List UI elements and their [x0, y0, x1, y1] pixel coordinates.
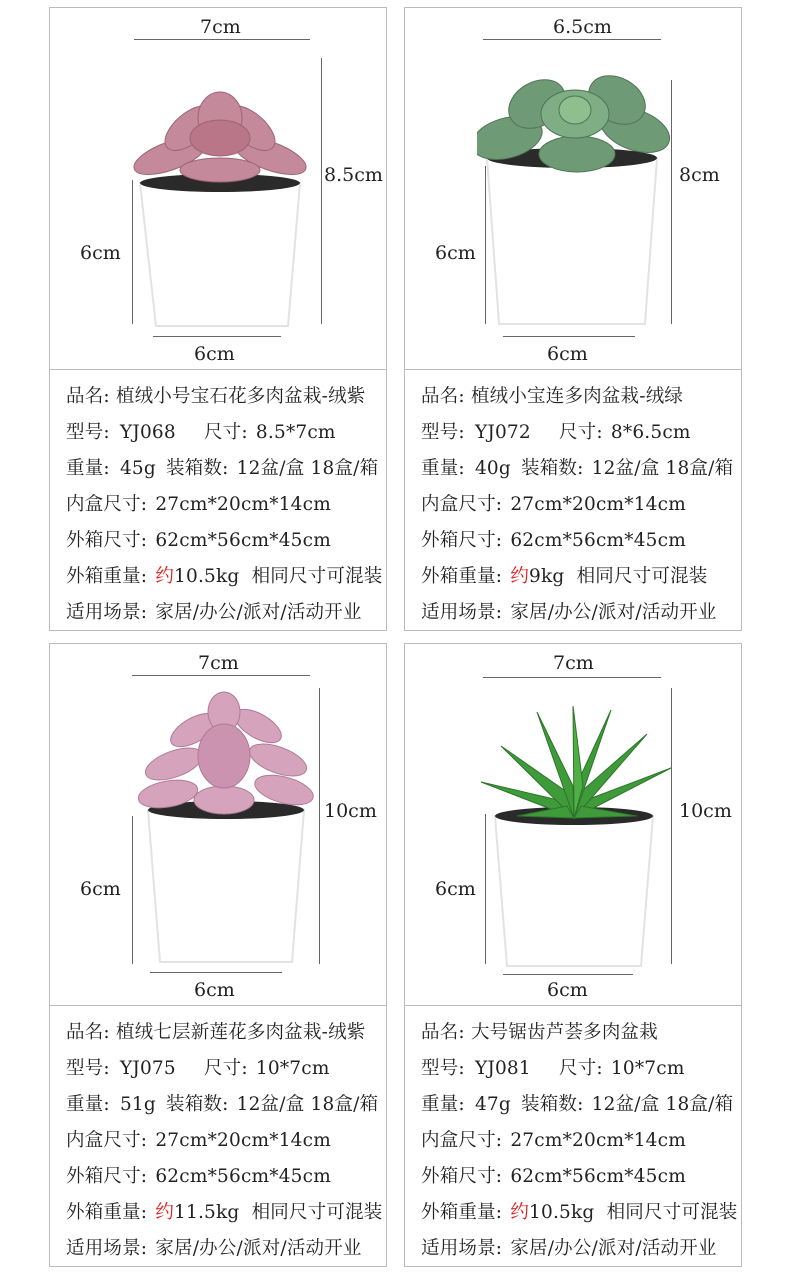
row-scene	[66, 1234, 362, 1260]
product-info	[404, 1005, 742, 1267]
weight-label: 重量:	[66, 1094, 110, 1115]
model-label: 型号:	[66, 422, 110, 443]
pack-value: 12盆/盒 18盒/箱	[236, 1094, 379, 1115]
row-outer-box	[421, 526, 686, 552]
row-scene	[421, 1234, 717, 1260]
product-name: 植绒七层新莲花多肉盆栽-绒紫	[115, 1022, 366, 1043]
approx-marker: 约	[510, 566, 530, 587]
pack-value: 12盆/盒 18盒/箱	[236, 458, 379, 479]
mix-note: 相同尺寸可混装	[251, 1202, 383, 1223]
inner-label: 内盒尺寸:	[421, 494, 503, 515]
succulent-pot-image	[130, 88, 320, 328]
product-name: 植绒小号宝石花多肉盆栽-绒紫	[115, 386, 366, 407]
pack-label: 装箱数:	[166, 458, 229, 479]
outer-label: 外箱尺寸:	[421, 1166, 503, 1187]
scene-label: 适用场景:	[66, 602, 148, 623]
name-label: 品名:	[66, 386, 110, 407]
size-value: 8.5*7cm	[255, 422, 336, 443]
bottom-width-line	[153, 336, 281, 337]
model-label: 型号:	[421, 1058, 465, 1079]
row-model	[66, 418, 336, 444]
weight-value: 40g	[474, 458, 511, 479]
weight-label: 重量:	[66, 458, 110, 479]
inner-label: 内盒尺寸:	[66, 1130, 148, 1151]
row-model	[421, 1054, 685, 1080]
gross-value: 11.5kg	[174, 1202, 240, 1223]
row-inner-box	[66, 1126, 331, 1152]
name-label: 品名:	[66, 1022, 110, 1043]
gross-value: 10.5kg	[529, 1202, 595, 1223]
outer-label: 外箱尺寸:	[421, 530, 503, 551]
row-weight	[66, 454, 378, 480]
product-name: 植绒小宝连多肉盆栽-绒绿	[470, 386, 684, 407]
scene-label: 适用场景:	[421, 602, 503, 623]
pack-label: 装箱数:	[521, 1094, 584, 1115]
name-label: 品名:	[421, 386, 465, 407]
gross-label: 外箱重量:	[66, 566, 148, 587]
row-scene	[66, 598, 362, 624]
model-value: YJ075	[119, 1058, 176, 1079]
size-value: 10*7cm	[610, 1058, 685, 1079]
bottom-width-line	[503, 974, 633, 975]
height-line	[321, 58, 322, 324]
mix-note: 相同尺寸可混装	[576, 566, 708, 587]
size-label: 尺寸:	[558, 1058, 603, 1079]
row-inner-box	[421, 1126, 686, 1152]
row-gross-weight	[66, 1198, 382, 1224]
bottom-width-line	[150, 972, 282, 973]
height-line	[319, 688, 320, 964]
top-width-label: 6.5cm	[553, 16, 612, 38]
approx-marker: 约	[510, 1202, 530, 1223]
size-value: 8*6.5cm	[610, 422, 691, 443]
succulent-pot-image	[477, 68, 672, 326]
row-weight	[66, 1090, 378, 1116]
inner-label: 内盒尺寸:	[421, 1130, 503, 1151]
scene-value: 家居/办公/派对/活动开业	[155, 1238, 362, 1259]
weight-value: 51g	[119, 1094, 156, 1115]
model-label: 型号:	[421, 422, 465, 443]
gross-label: 外箱重量:	[421, 566, 503, 587]
row-model	[421, 418, 691, 444]
top-width-label: 7cm	[200, 16, 241, 38]
height-label: 8.5cm	[324, 164, 383, 186]
bottom-width-line	[503, 336, 635, 337]
pack-value: 12盆/盒 18盒/箱	[591, 458, 734, 479]
mix-note: 相同尺寸可混装	[251, 566, 383, 587]
pack-label: 装箱数:	[166, 1094, 229, 1115]
size-label: 尺寸:	[558, 422, 603, 443]
aloe-plant	[481, 706, 671, 818]
product-image-area	[49, 7, 387, 370]
top-width-line	[134, 39, 310, 40]
product-info	[49, 369, 387, 631]
row-gross-weight	[421, 1198, 737, 1224]
row-inner-box	[66, 490, 331, 516]
row-weight	[421, 454, 733, 480]
row-gross-weight	[66, 562, 382, 588]
pack-value: 12盆/盒 18盒/箱	[591, 1094, 734, 1115]
mix-note: 相同尺寸可混装	[606, 1202, 738, 1223]
scene-label: 适用场景:	[421, 1238, 503, 1259]
purple-succulent	[130, 92, 310, 182]
pot-height-label: 6cm	[435, 242, 476, 264]
inner-value: 27cm*20cm*14cm	[510, 494, 686, 515]
weight-value: 47g	[474, 1094, 511, 1115]
model-value: YJ081	[474, 1058, 531, 1079]
inner-value: 27cm*20cm*14cm	[510, 1130, 686, 1151]
weight-label: 重量:	[421, 1094, 465, 1115]
pot-height-label: 6cm	[435, 878, 476, 900]
row-model	[66, 1054, 330, 1080]
approx-marker: 约	[155, 566, 175, 587]
gross-value: 10.5kg	[174, 566, 240, 587]
bottom-width-label: 6cm	[194, 343, 235, 365]
succulent-pot-image	[134, 690, 318, 964]
gross-label: 外箱重量:	[421, 1202, 503, 1223]
product-image-area	[404, 7, 742, 370]
scene-label: 适用场景:	[66, 1238, 148, 1259]
row-outer-box	[66, 1162, 331, 1188]
product-info	[49, 1005, 387, 1267]
top-width-line	[483, 677, 661, 678]
row-name	[421, 1018, 658, 1044]
product-image-area	[404, 643, 742, 1006]
row-outer-box	[421, 1162, 686, 1188]
row-outer-box	[66, 526, 331, 552]
scene-value: 家居/办公/派对/活动开业	[510, 1238, 717, 1259]
top-width-label: 7cm	[198, 652, 239, 674]
scene-value: 家居/办公/派对/活动开业	[510, 602, 717, 623]
outer-label: 外箱尺寸:	[66, 1166, 148, 1187]
height-label: 10cm	[324, 800, 377, 822]
outer-label: 外箱尺寸:	[66, 530, 148, 551]
model-value: YJ068	[119, 422, 176, 443]
inner-value: 27cm*20cm*14cm	[155, 494, 331, 515]
inner-value: 27cm*20cm*14cm	[155, 1130, 331, 1151]
bottom-width-label: 6cm	[194, 979, 235, 1001]
pack-label: 装箱数:	[521, 458, 584, 479]
row-name	[421, 382, 683, 408]
weight-value: 45g	[119, 458, 156, 479]
aloe-pot-image	[477, 706, 673, 968]
product-info	[404, 369, 742, 631]
name-label: 品名:	[421, 1022, 465, 1043]
pot-height-line	[132, 816, 133, 964]
product-name: 大号锯齿芦荟多肉盆栽	[470, 1022, 658, 1043]
outer-value: 62cm*56cm*45cm	[155, 1166, 331, 1187]
product-image-area	[49, 643, 387, 1006]
inner-label: 内盒尺寸:	[66, 494, 148, 515]
model-label: 型号:	[66, 1058, 110, 1079]
model-value: YJ072	[474, 422, 531, 443]
bottom-width-label: 6cm	[547, 979, 588, 1001]
gross-value: 9kg	[529, 566, 565, 587]
height-label: 10cm	[679, 800, 732, 822]
top-width-line	[483, 39, 661, 40]
pot-height-label: 6cm	[80, 878, 121, 900]
bottom-width-label: 6cm	[547, 343, 588, 365]
pot-height-label: 6cm	[80, 242, 121, 264]
height-label: 8cm	[679, 164, 720, 186]
row-scene	[421, 598, 717, 624]
pink-succulent	[136, 692, 316, 814]
size-label: 尺寸:	[203, 1058, 248, 1079]
gross-label: 外箱重量:	[66, 1202, 148, 1223]
approx-marker: 约	[155, 1202, 175, 1223]
row-gross-weight	[421, 562, 707, 588]
outer-value: 62cm*56cm*45cm	[510, 1166, 686, 1187]
scene-value: 家居/办公/派对/活动开业	[155, 602, 362, 623]
row-name	[66, 1018, 366, 1044]
row-name	[66, 382, 366, 408]
top-width-line	[132, 675, 310, 676]
row-weight	[421, 1090, 733, 1116]
size-label: 尺寸:	[203, 422, 248, 443]
top-width-label: 7cm	[553, 652, 594, 674]
size-value: 10*7cm	[255, 1058, 330, 1079]
outer-value: 62cm*56cm*45cm	[155, 530, 331, 551]
outer-value: 62cm*56cm*45cm	[510, 530, 686, 551]
weight-label: 重量:	[421, 458, 465, 479]
row-inner-box	[421, 490, 686, 516]
